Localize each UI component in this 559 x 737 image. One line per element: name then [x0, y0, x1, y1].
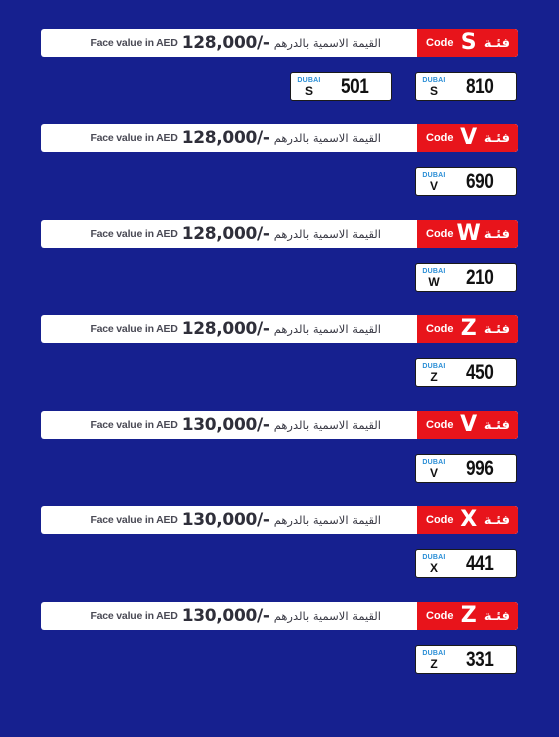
code-label-en: Code [426, 514, 454, 526]
face-value-label-ar: القيمة الاسمية بالدرهم [273, 513, 381, 527]
number-plate[interactable] [415, 72, 517, 101]
plate-row [41, 167, 518, 196]
plate-row [41, 454, 518, 483]
face-value-amount: 128,000/- [181, 224, 270, 244]
plate-emblem [418, 77, 450, 97]
dubai-logo: DUBAI [422, 362, 446, 370]
face-value [41, 33, 417, 53]
code-letter: X [460, 507, 478, 532]
plate-code: Z [430, 656, 438, 671]
plate-code: X [429, 560, 438, 575]
code-label-en: Code [426, 132, 454, 144]
plate-number: 810 [465, 74, 494, 98]
number-plate[interactable] [415, 645, 517, 674]
plate-group [41, 411, 518, 483]
code-label-en: Code [426, 228, 454, 240]
plate-code: V [429, 465, 438, 480]
code-badge [417, 220, 518, 248]
face-value-label-en: Face value in AED [90, 514, 178, 526]
plate-row [41, 549, 518, 578]
plate-number: 331 [465, 647, 494, 671]
number-plate[interactable] [415, 549, 517, 578]
plate-number: 996 [465, 456, 494, 480]
face-value [41, 415, 417, 435]
group-header [41, 29, 518, 57]
face-value [41, 224, 417, 244]
number-plate[interactable] [290, 72, 392, 101]
plate-emblem [418, 459, 450, 479]
dubai-logo: DUBAI [422, 76, 446, 84]
code-letter: W [456, 221, 481, 246]
face-value [41, 510, 417, 530]
code-letter: V [460, 412, 478, 437]
plate-code: W [428, 274, 440, 289]
plate-row [41, 72, 518, 101]
code-label-ar: فئـة [483, 417, 510, 433]
face-value-label-ar: القيمة الاسمية بالدرهم [273, 36, 381, 50]
dubai-logo: DUBAI [422, 553, 446, 561]
plate-group [41, 602, 518, 674]
group-header [41, 220, 518, 248]
face-value-label-ar: القيمة الاسمية بالدرهم [273, 418, 381, 432]
dubai-logo: DUBAI [422, 649, 446, 657]
plate-group [41, 220, 518, 292]
plate-number: 441 [465, 551, 494, 575]
code-badge [417, 506, 518, 534]
plate-emblem [418, 268, 450, 288]
face-value-label-ar: القيمة الاسمية بالدرهم [273, 227, 381, 241]
face-value-label-ar: القيمة الاسمية بالدرهم [273, 609, 381, 623]
code-label-en: Code [426, 610, 454, 622]
face-value-amount: 130,000/- [181, 510, 270, 530]
face-value-label-ar: القيمة الاسمية بالدرهم [273, 131, 381, 145]
code-label-en: Code [426, 419, 454, 431]
code-label-ar: فئـة [483, 226, 510, 242]
code-label-ar: فئـة [483, 321, 510, 337]
code-label-ar: فئـة [483, 130, 510, 146]
code-letter: Z [460, 316, 477, 341]
dubai-logo: DUBAI [422, 267, 446, 275]
code-label-en: Code [426, 37, 454, 49]
face-value-label-en: Face value in AED [90, 323, 178, 335]
code-badge [417, 124, 518, 152]
face-value-label-en: Face value in AED [90, 419, 178, 431]
plate-group [41, 29, 518, 101]
plate-group [41, 124, 518, 196]
group-header [41, 315, 518, 343]
face-value [41, 128, 417, 148]
plate-number: 690 [465, 169, 494, 193]
plate-row [41, 645, 518, 674]
face-value-label-en: Face value in AED [90, 132, 178, 144]
plate-emblem [418, 650, 450, 670]
code-badge [417, 411, 518, 439]
dubai-logo: DUBAI [422, 171, 446, 179]
code-letter: Z [460, 603, 477, 628]
plate-row [41, 358, 518, 387]
code-label-ar: فئـة [483, 512, 510, 528]
plate-emblem [293, 77, 325, 97]
plate-emblem [418, 363, 450, 383]
code-label-en: Code [426, 323, 454, 335]
dubai-logo: DUBAI [297, 76, 321, 84]
code-label-ar: فئـة [483, 608, 510, 624]
code-letter: S [460, 30, 477, 55]
plate-number: 501 [340, 74, 369, 98]
plate-emblem [418, 554, 450, 574]
face-value [41, 319, 417, 339]
plate-row [41, 263, 518, 292]
number-plate[interactable] [415, 167, 517, 196]
plate-code: Z [430, 369, 438, 384]
plate-group [41, 506, 518, 578]
plate-code: V [429, 178, 438, 193]
plate-code: S [429, 83, 438, 98]
group-header [41, 124, 518, 152]
face-value [41, 606, 417, 626]
face-value-amount: 128,000/- [181, 319, 270, 339]
group-header [41, 411, 518, 439]
code-badge [417, 315, 518, 343]
number-plate[interactable] [415, 454, 517, 483]
number-plate[interactable] [415, 263, 517, 292]
plate-emblem [418, 172, 450, 192]
code-letter: V [460, 125, 478, 150]
face-value-label-ar: القيمة الاسمية بالدرهم [273, 322, 381, 336]
dubai-logo: DUBAI [422, 458, 446, 466]
number-plate[interactable] [415, 358, 517, 387]
face-value-label-en: Face value in AED [90, 37, 178, 49]
code-label-ar: فئـة [483, 35, 510, 51]
plate-group [41, 315, 518, 387]
face-value-label-en: Face value in AED [90, 228, 178, 240]
code-badge [417, 602, 518, 630]
code-badge [417, 29, 518, 57]
face-value-amount: 128,000/- [181, 33, 270, 53]
face-value-amount: 130,000/- [181, 606, 270, 626]
plate-code: S [304, 83, 313, 98]
plate-number: 210 [465, 265, 494, 289]
face-value-amount: 130,000/- [181, 415, 270, 435]
face-value-label-en: Face value in AED [90, 610, 178, 622]
plate-number: 450 [465, 360, 494, 384]
group-header [41, 506, 518, 534]
group-header [41, 602, 518, 630]
face-value-amount: 128,000/- [181, 128, 270, 148]
